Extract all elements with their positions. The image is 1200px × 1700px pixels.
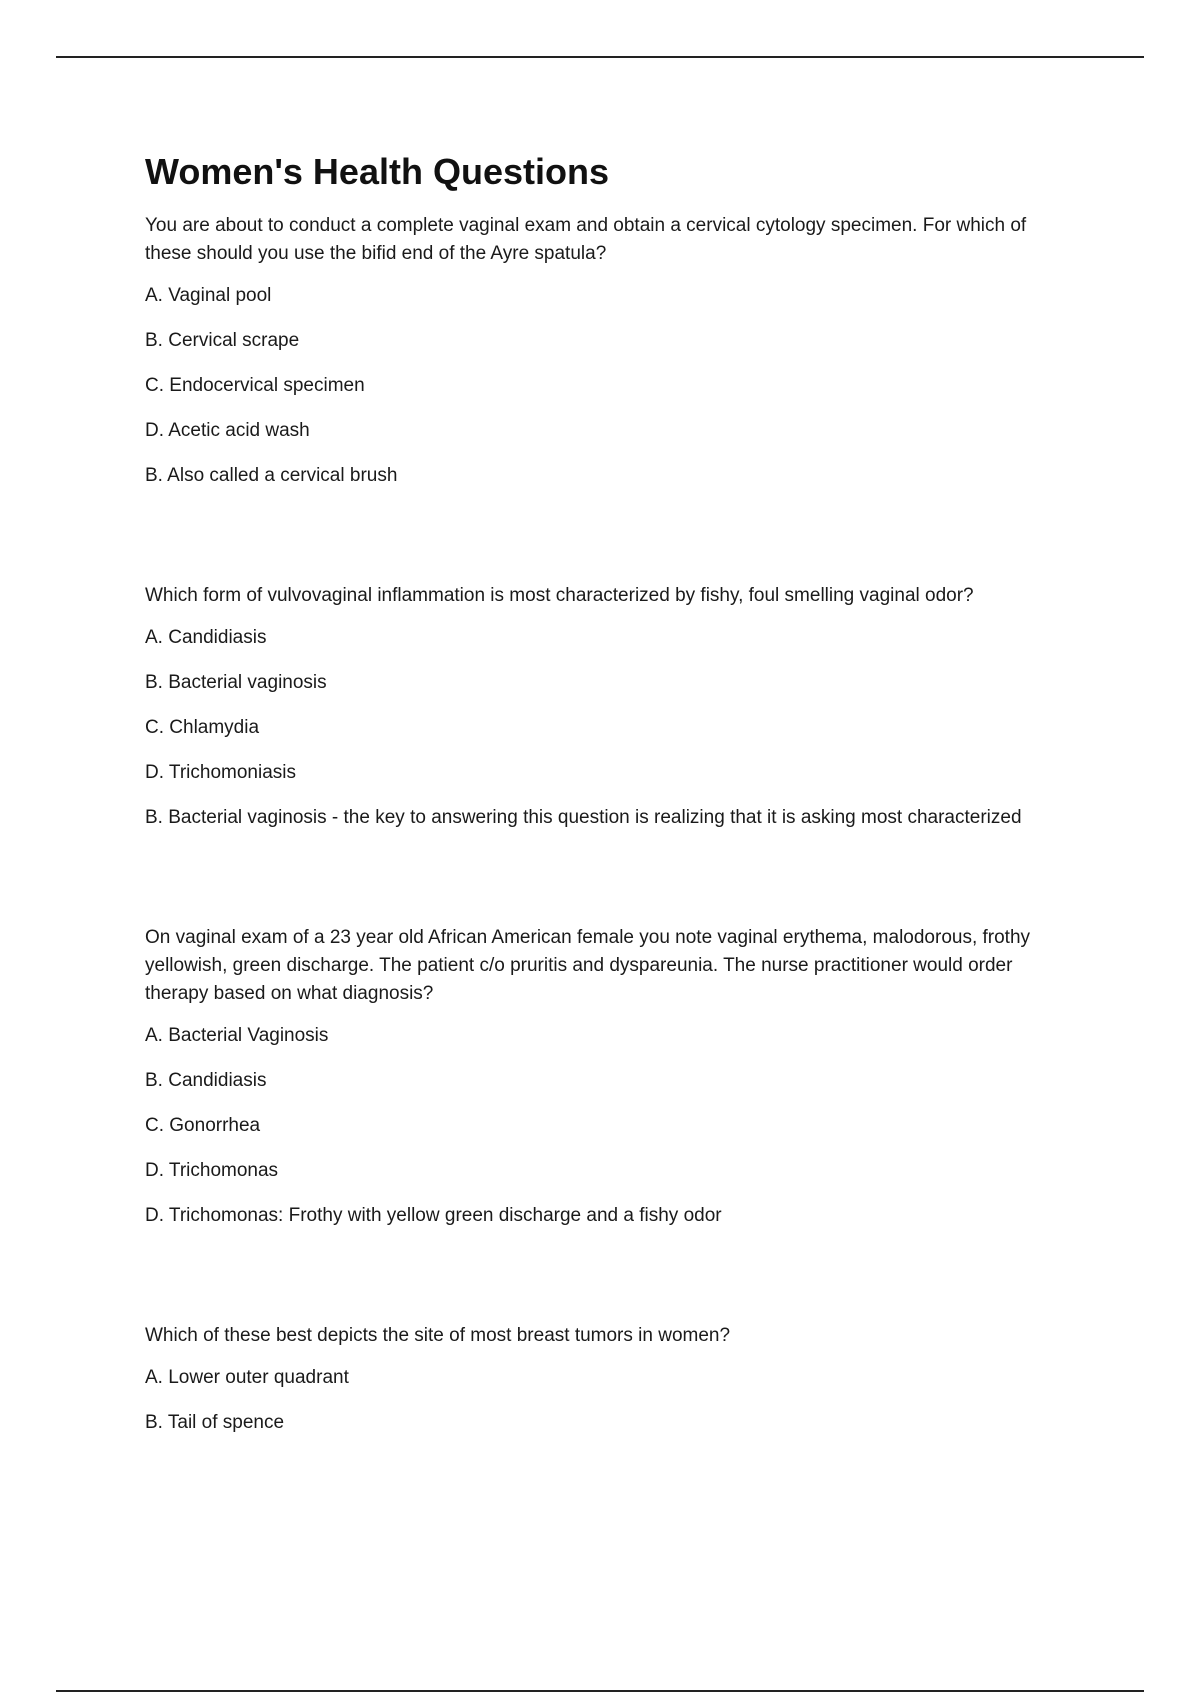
top-rule bbox=[56, 56, 1144, 58]
question-block-3 bbox=[145, 924, 1045, 1230]
question-text: You are about to conduct a complete vaginal exam and obtain a cervical cytology specimen. For which of these should you use the bifid end of the Ayre spatula? bbox=[145, 215, 1027, 264]
option-c: C. Endocervical specimen bbox=[145, 375, 365, 396]
document-body bbox=[145, 150, 1045, 1454]
option-d: D. Acetic acid wash bbox=[145, 420, 310, 441]
answer-text: B. Bacterial vaginosis - the key to answering this question is realizing that it is asking most characterized bbox=[145, 807, 1022, 828]
option-b: B. Bacterial vaginosis bbox=[145, 672, 327, 693]
question-block-4 bbox=[145, 1322, 1045, 1437]
option-a: A. Candidiasis bbox=[145, 627, 267, 648]
question-text: Which form of vulvovaginal inflammation is most characterized by fishy, foul smelling vaginal odor? bbox=[145, 585, 974, 606]
bottom-rule bbox=[56, 1690, 1144, 1692]
answer-text: D. Trichomonas: Frothy with yellow green discharge and a fishy odor bbox=[145, 1205, 722, 1226]
option-a: A. Bacterial Vaginosis bbox=[145, 1025, 329, 1046]
option-b: B. Tail of spence bbox=[145, 1412, 285, 1433]
question-block-1 bbox=[145, 212, 1045, 490]
option-a: A. Vaginal pool bbox=[145, 285, 272, 306]
option-b: B. Cervical scrape bbox=[145, 330, 300, 351]
question-block-2 bbox=[145, 582, 1045, 832]
option-b: B. Candidiasis bbox=[145, 1070, 267, 1091]
page-title: Women's Health Questions bbox=[145, 151, 609, 192]
option-c: C. Chlamydia bbox=[145, 717, 260, 738]
question-text: Which of these best depicts the site of most breast tumors in women? bbox=[145, 1325, 731, 1346]
option-a: A. Lower outer quadrant bbox=[145, 1367, 349, 1388]
option-c: C. Gonorrhea bbox=[145, 1115, 261, 1136]
answer-text: B. Also called a cervical brush bbox=[145, 465, 398, 486]
option-d: D. Trichomonas bbox=[145, 1160, 279, 1181]
option-d: D. Trichomoniasis bbox=[145, 762, 296, 783]
question-text: On vaginal exam of a 23 year old African American female you note vaginal erythema, malodorous, frothy yellowish, green discharge. The patient c/o pruritis and dyspareunia. The nurse practitioner would order therapy based on what diagnosis? bbox=[145, 927, 1031, 1004]
